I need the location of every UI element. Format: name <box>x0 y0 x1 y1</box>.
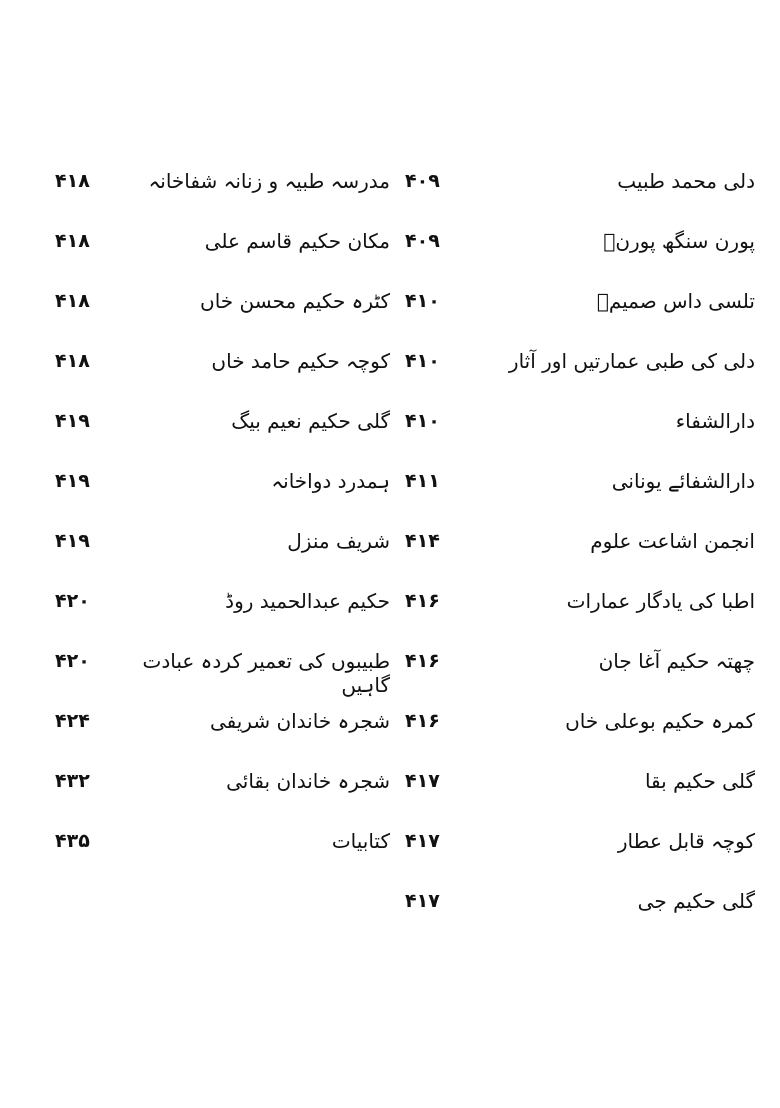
toc-entry-page-number: ۴۳۲ <box>55 770 90 792</box>
toc-entry <box>55 825 390 885</box>
toc-entry <box>55 585 390 645</box>
toc-entry <box>405 885 755 945</box>
toc-entry <box>405 705 755 765</box>
toc-entry-title: حکیم عبدالحمید روڈ <box>225 589 390 613</box>
toc-entry-page-number: ۴۱۶ <box>405 650 440 672</box>
toc-entry <box>55 645 390 705</box>
toc-entry-page-number: ۴۱۸ <box>55 290 90 312</box>
toc-entry <box>405 825 755 885</box>
toc-entry <box>405 525 755 585</box>
toc-entry-page-number: ۴۱۶ <box>405 590 440 612</box>
toc-entry-title: گلی حکیم جی <box>637 889 755 913</box>
toc-entry-title: اطبا کی یادگار عمارات <box>566 589 755 613</box>
toc-entry-title: تلسی داس صمیمؔ <box>596 289 755 313</box>
toc-entry-title: ہمدرد دواخانہ <box>271 469 390 493</box>
toc-entry-page-number: ۴۱۰ <box>405 290 440 312</box>
toc-right-column <box>405 165 755 945</box>
toc-entry-title: گلی حکیم نعیم بیگ <box>231 409 390 433</box>
toc-entry-page-number: ۴۲۰ <box>55 590 90 612</box>
toc-entry <box>55 225 390 285</box>
toc-entry-page-number: ۴۲۰ <box>55 650 90 672</box>
toc-entry-page-number: ۴۱۸ <box>55 170 90 192</box>
toc-entry-page-number: ۴۱۱ <box>405 470 440 492</box>
toc-entry-page-number: ۴۰۹ <box>405 170 440 192</box>
toc-entry-title: مدرسہ طبیہ و زنانہ شفاخانہ <box>148 169 390 193</box>
toc-entry-page-number: ۴۱۴ <box>405 530 440 552</box>
toc-entry-title: مکان حکیم قاسم علی <box>204 229 390 253</box>
toc-entry-title: کتابیات <box>331 829 390 853</box>
toc-entry-title: کوچہ حکیم حامد خاں <box>211 349 390 373</box>
toc-entry-title: انجمن اشاعت علوم <box>590 529 755 553</box>
toc-left-column <box>55 165 390 885</box>
toc-entry-title: کوچہ قابل عطار <box>617 829 755 853</box>
toc-entry-title: پورن سنگھ پورنؔ <box>603 229 755 253</box>
toc-entry-page-number: ۴۱۰ <box>405 410 440 432</box>
toc-entry-page-number: ۴۱۶ <box>405 710 440 732</box>
toc-entry-title: دارالشفائے یونانی <box>611 469 755 493</box>
toc-entry-title: طبیبوں کی تعمیر کردہ عبادت گاہیں <box>142 649 390 697</box>
toc-entry <box>405 165 755 225</box>
toc-entry <box>405 285 755 345</box>
toc-entry-page-number: ۴۲۴ <box>55 710 90 732</box>
toc-entry-title: دلی کی طبی عمارتیں اور آثار <box>508 349 755 373</box>
toc-entry-page-number: ۴۳۵ <box>55 830 90 852</box>
toc-entry <box>405 585 755 645</box>
toc-entry <box>55 525 390 585</box>
toc-entry-title: شجرہ خاندان بقائی <box>226 769 390 793</box>
toc-entry <box>405 645 755 705</box>
toc-entry-page-number: ۴۱۰ <box>405 350 440 372</box>
toc-entry-title: دارالشفاء <box>675 409 755 433</box>
toc-entry <box>405 765 755 825</box>
toc-entry <box>55 765 390 825</box>
toc-entry-title: شریف منزل <box>287 529 390 553</box>
toc-entry-title: شجرہ خاندان شریفی <box>209 709 390 733</box>
toc-entry <box>55 465 390 525</box>
toc-entry-page-number: ۴۱۷ <box>405 890 440 912</box>
toc-entry-page-number: ۴۰۹ <box>405 230 440 252</box>
toc-entry <box>55 165 390 225</box>
toc-entry-page-number: ۴۱۹ <box>55 530 90 552</box>
toc-entry-page-number: ۴۱۹ <box>55 410 90 432</box>
toc-entry <box>405 345 755 405</box>
toc-entry-title: کمرہ حکیم بوعلی خاں <box>565 709 755 733</box>
toc-entry-title: چھتہ حکیم آغا جان <box>598 649 755 673</box>
toc-entry <box>55 705 390 765</box>
toc-entry <box>405 225 755 285</box>
toc-entry-page-number: ۴۱۸ <box>55 230 90 252</box>
toc-entry-title: گلی حکیم بقا <box>644 769 755 793</box>
toc-entry-page-number: ۴۱۹ <box>55 470 90 492</box>
toc-entry <box>55 285 390 345</box>
toc-entry-page-number: ۴۱۷ <box>405 830 440 852</box>
toc-entry <box>55 405 390 465</box>
toc-entry <box>405 405 755 465</box>
toc-entry-title: دلی محمد طبیب <box>617 169 755 193</box>
toc-entry <box>55 345 390 405</box>
toc-entry-page-number: ۴۱۷ <box>405 770 440 792</box>
toc-entry-title: کٹرہ حکیم محسن خاں <box>200 289 390 313</box>
toc-entry-page-number: ۴۱۸ <box>55 350 90 372</box>
toc-entry <box>405 465 755 525</box>
